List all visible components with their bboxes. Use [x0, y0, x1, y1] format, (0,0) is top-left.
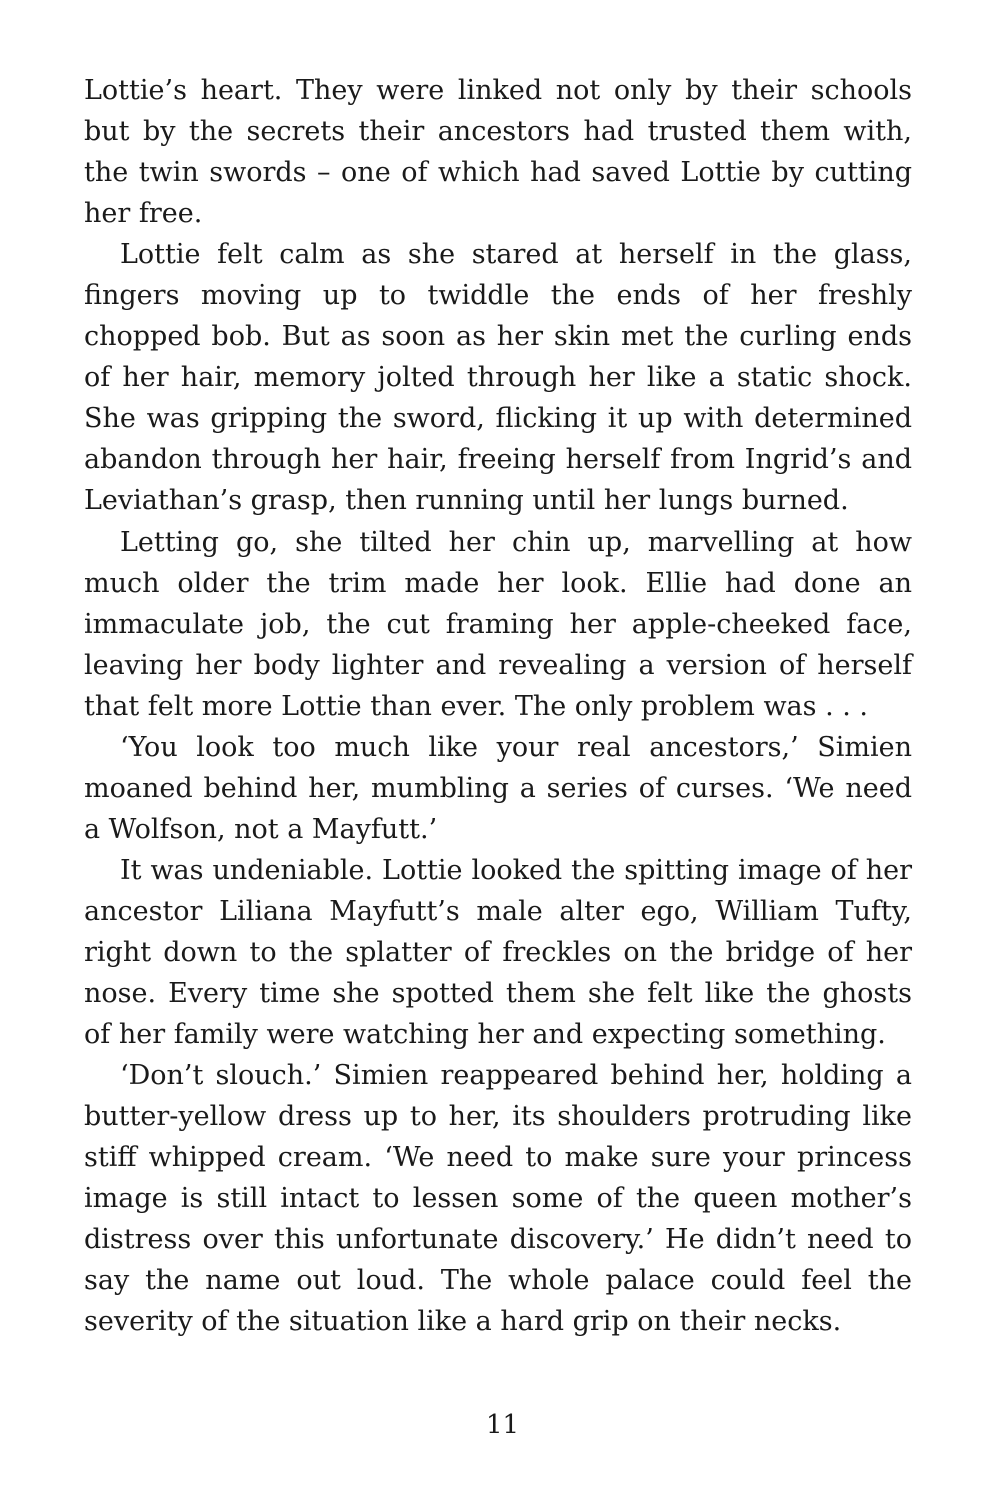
- paragraph: Lottie felt calm as she stared at herself in the glass, fingers moving up to twiddle the ends of her freshly chopped bob. But as soon as her skin met the curling ends of her hair, memory jolted through her like a static shock. She was gripping the sword, flicking it up with determined abandon through her hair, freeing herself from Ingrid’s and Leviathan’s grasp, then running until her lungs burned.: [84, 239, 912, 517]
- paragraph-continued: Lottie’s heart. They were linked not only by their schools but by the secrets their ancestors had trusted them with, the twin swords – one of which had saved Lottie by cutting her free.: [84, 75, 912, 230]
- paragraph: ‘You look too much like your real ancestors,’ Simien moaned behind her, mumbling a series of curses. ‘We need a Wolfson, not a Mayfutt.’: [84, 731, 912, 845]
- body-text: [84, 70, 912, 1342]
- paragraph: ‘Don’t slouch.’ Simien reappeared behind her, holding a butter-yellow dress up to her, its shoulders protruding like stiff whipped cream. ‘We need to make sure your princess image is still intact to lessen some of the queen mother’s distress over this unfortunate discovery.’ He didn’t need to say the name out loud. The whole palace could feel the severity of the situation like a hard grip on their necks.: [84, 1060, 912, 1338]
- paragraph: It was undeniable. Lottie looked the spitting image of her ancestor Liliana Mayfutt’s male alter ego, William Tufty, right down to the splatter of freckles on the bridge of her nose. Every time she spotted them she felt like the ghosts of her family were watching her and expecting something.: [84, 854, 912, 1051]
- page-number: 11: [485, 1410, 520, 1440]
- paragraph: Letting go, she tilted her chin up, marvelling at how much older the trim made her look. Ellie had done an immaculate job, the cut framing her apple-cheeked face, leaving her body lighter and revealing a version of herself that felt more Lottie than ever. The only problem was . . .: [84, 526, 912, 722]
